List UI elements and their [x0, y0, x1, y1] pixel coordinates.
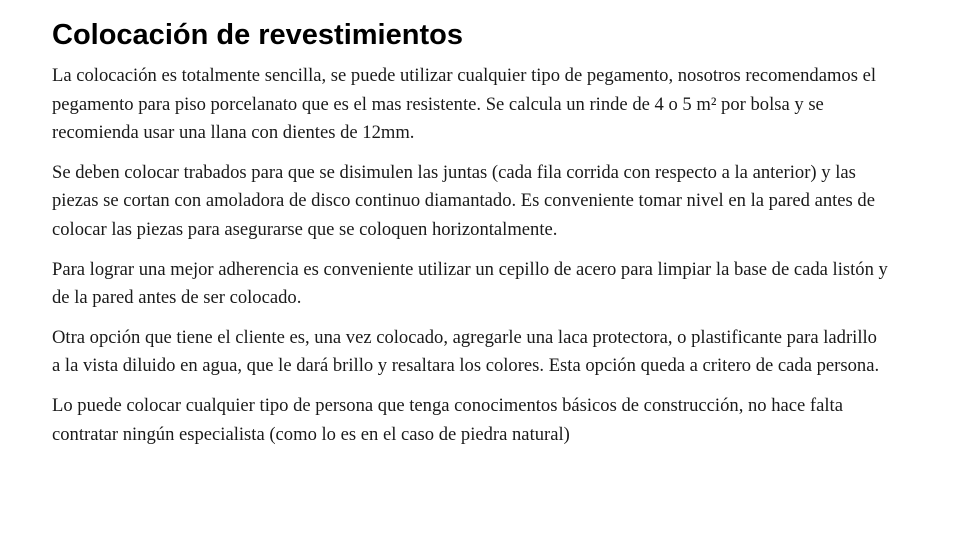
- paragraph: Para lograr una mejor adherencia es conveniente utilizar un cepillo de acero para limpiar la base de cada listón y de la pared antes de ser colocado.: [52, 258, 888, 309]
- paragraph: Lo puede colocar cualquier tipo de persona que tenga conocimentos básicos de construcción, no hace falta contratar ningún especialista (como lo es en el caso de piedra natural): [52, 394, 843, 445]
- paragraph: Se deben colocar trabados para que se disimulen las juntas (cada fila corrida con respecto a la anterior) y las piezas se cortan con amoladora de disco continuo diamantado. Es conveniente tomar nivel en la pared antes de colocar las piezas para asegurarse que se coloquen horizontalmente.: [52, 161, 875, 240]
- page-title: Colocación de revestimientos: [52, 19, 463, 51]
- paragraph: Otra opción que tiene el cliente es, una vez colocado, agregarle una laca protectora, o plastificante para ladrillo a la vista diluido en agua, que le dará brillo y resaltara los colores. Esta opción queda a critero de cada persona.: [52, 326, 880, 377]
- paragraph: La colocación es totalmente sencilla, se puede utilizar cualquier tipo de pegamento, nosotros recomendamos el pegamento para piso porcelanato que es el mas resistente. Se calcula un rinde de 4 o 5 m² por bolsa y se recomienda usar una llana con dientes de 12mm.: [52, 65, 877, 144]
- body-text: [52, 62, 888, 460]
